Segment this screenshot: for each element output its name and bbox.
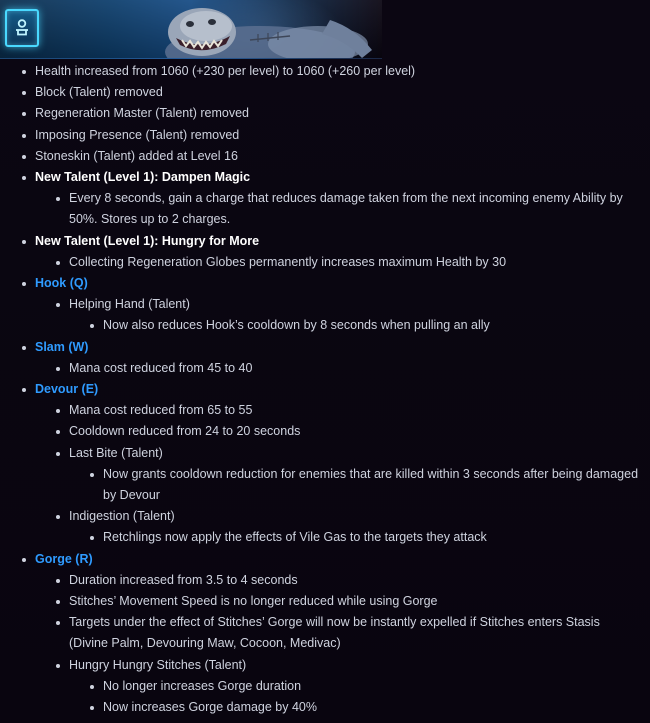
list-item: [0, 506, 650, 527]
list-item: [0, 379, 650, 400]
list-item: [0, 527, 650, 548]
ability-heading-gorge: Gorge (R): [35, 551, 93, 566]
list-item: [0, 676, 650, 697]
stitches-portrait-icon: [140, 0, 382, 58]
note-hhs-duration: No longer increases Gorge duration: [103, 678, 302, 693]
list-item: [0, 167, 650, 188]
list-item: [0, 103, 650, 124]
list-item: [0, 231, 650, 252]
note-gorge-duration: Duration increased from 3.5 to 4 seconds: [69, 572, 298, 587]
ability-heading-slam: Slam (W): [35, 339, 89, 354]
note-indigestion-desc: Retchlings now apply the effects of Vile Gas to the targets they attack: [103, 530, 487, 545]
ability-heading-hook: Hook (Q): [35, 276, 88, 291]
hero-banner: [0, 0, 382, 59]
note-helping-hand-desc: Now also reduces Hook’s cooldown by 8 seconds when pulling an ally: [103, 318, 490, 333]
list-item: [0, 655, 650, 676]
talent-heading-dampen: New Talent (Level 1): Dampen Magic: [35, 170, 251, 185]
ability-heading-devour: Devour (E): [35, 382, 99, 397]
list-item: [0, 294, 650, 315]
note-dampen-desc: Every 8 seconds, gain a charge that reduces damage taken from the next incoming enemy Ability by 50%. Stores up to 2 charges.: [69, 191, 623, 227]
note-devour-cd: Cooldown reduced from 24 to 20 seconds: [69, 424, 301, 439]
list-item: [0, 400, 650, 421]
note-hhs: Hungry Hungry Stitches (Talent): [69, 657, 247, 672]
note-block: Block (Talent) removed: [35, 85, 163, 100]
list-item: [0, 549, 650, 570]
note-gorge-stasis: Targets under the effect of Stitches’ Gorge will now be instantly expelled if Stitches enters Stasis (Divine Palm, Devouring Maw, Cocoon, Medivac): [69, 615, 600, 651]
talent-heading-hungry-more: New Talent (Level 1): Hungry for More: [35, 233, 260, 248]
note-health: Health increased from 1060 (+230 per level) to 1060 (+260 per level): [35, 64, 416, 78]
note-last-bite: Last Bite (Talent): [69, 445, 163, 460]
note-imposing: Imposing Presence (Talent) removed: [35, 127, 240, 142]
list-item: [0, 125, 650, 146]
list-item: [0, 252, 650, 273]
list-item: [0, 464, 650, 506]
note-devour-mana: Mana cost reduced from 65 to 55: [69, 403, 253, 418]
list-item: [0, 443, 650, 464]
list-item: [0, 188, 650, 230]
role-icon-button: [5, 9, 39, 47]
note-gorge-speed: Stitches’ Movement Speed is no longer reduced while using Gorge: [69, 594, 438, 609]
note-helping-hand: Helping Hand (Talent): [69, 297, 190, 312]
note-indigestion: Indigestion (Talent): [69, 509, 175, 524]
list-item: [0, 61, 650, 82]
note-slam-mana: Mana cost reduced from 45 to 40: [69, 360, 253, 375]
list-item: [0, 612, 650, 654]
list-item: [0, 358, 650, 379]
support-figure-icon: [14, 19, 30, 37]
list-item: [0, 82, 650, 103]
list-item: [0, 591, 650, 612]
patch-notes-list: [0, 61, 650, 718]
note-hhs-damage: Now increases Gorge damage by 40%: [103, 700, 318, 715]
list-item: [0, 146, 650, 167]
list-item: [0, 315, 650, 336]
note-last-bite-desc: Now grants cooldown reduction for enemies that are killed within 3 seconds after being damaged by Devour: [103, 466, 639, 503]
list-item: [0, 697, 650, 718]
list-item: [0, 273, 650, 294]
note-hungry-more-desc: Collecting Regeneration Globes permanently increases maximum Health by 30: [69, 254, 507, 269]
list-item: [0, 570, 650, 591]
note-regen-master: Regeneration Master (Talent) removed: [35, 106, 249, 121]
note-stoneskin: Stoneskin (Talent) added at Level 16: [35, 148, 238, 163]
list-item: [0, 421, 650, 442]
list-item: [0, 337, 650, 358]
